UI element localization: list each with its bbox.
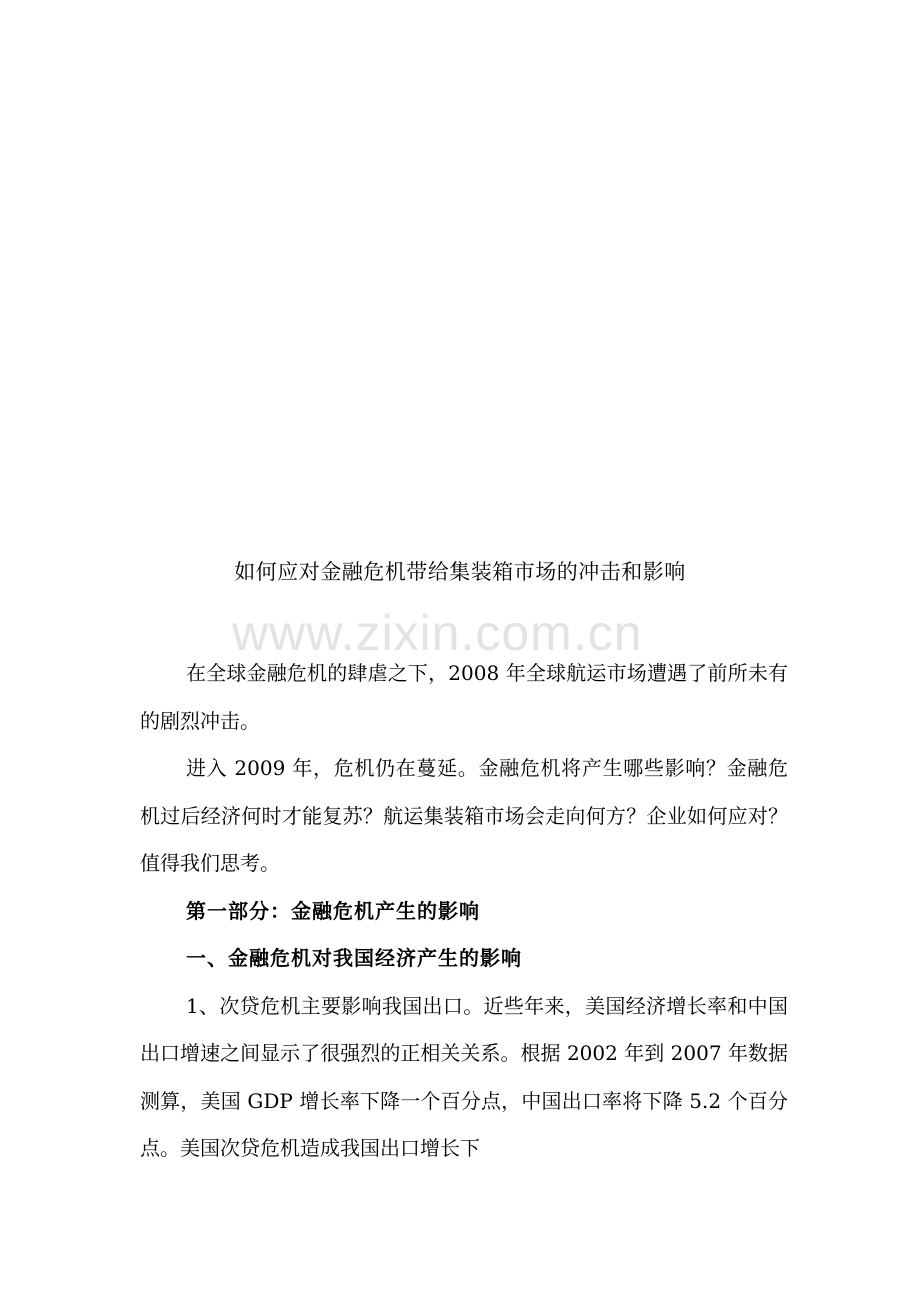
paragraph-questions: 进入 2009 年，危机仍在蔓延。金融危机将产生哪些影响？金融危机过后经济何时才能复苏？航运集装箱市场会走向何方？企业如何应对？值得我们思考。 — [140, 756, 788, 875]
paragraph-intro: 在全球金融危机的肆虐之下，2008 年全球航运市场遭遇了前所未有的剧烈冲击。 — [140, 661, 788, 733]
document-title: 如何应对金融危机带给集装箱市场的冲击和影响 — [234, 560, 686, 584]
watermark: www.zixin.com.cn — [232, 605, 643, 661]
subsection-heading: 一、金融危机对我国经济产生的影响 — [186, 946, 522, 970]
section-heading: 第一部分：金融危机产生的影响 — [186, 898, 480, 923]
paragraph-export-impact: 1、次贷危机主要影响我国出口。近些年来，美国经济增长率和中国出口增速之间显示了很强烈的正相关关系。根据 2002 年到 2007 年数据测算，美国 GDP 增长率下降一个百分点，中国出口率将下降 5.2 个百分点。美国次贷危机造成我国出口增长下 — [140, 993, 788, 1160]
document-body — [140, 650, 788, 1173]
